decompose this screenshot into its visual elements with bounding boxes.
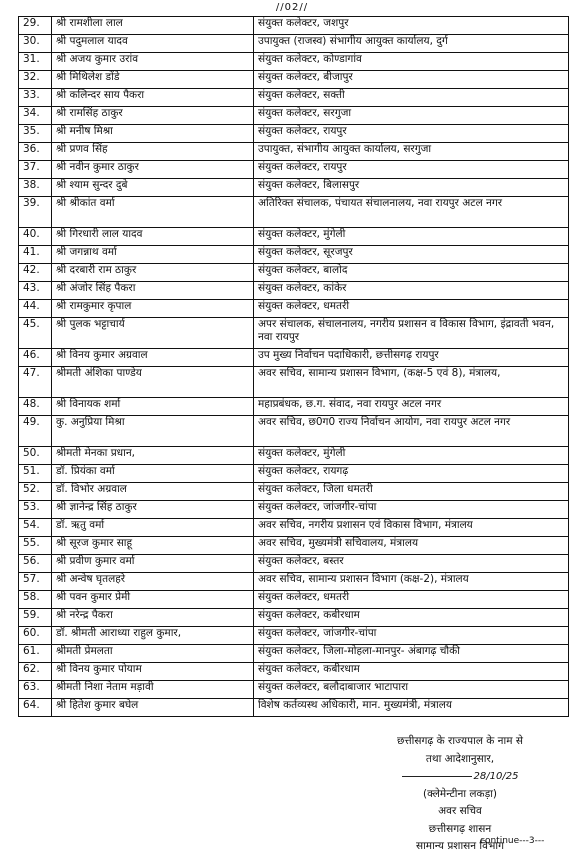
officer-name-cell: श्री नरेन्द्र पैकरा — [52, 609, 254, 627]
table-row — [19, 17, 569, 35]
posting-cell: अवर सचिव, छ0ग0 राज्य निर्वाचन आयोग, नवा रायपुर अटल नगर — [254, 416, 569, 447]
table-row — [19, 264, 569, 282]
serial-number-cell: 49. — [19, 416, 52, 447]
posting-cell: संयुक्त कलेक्टर, कबीरधाम — [254, 609, 569, 627]
serial-number-cell: 50. — [19, 447, 52, 465]
officer-name-cell: श्रीमती निशा नेताम मड़ावी — [52, 681, 254, 699]
posting-cell: संयुक्त कलेक्टर, सूरजपुर — [254, 246, 569, 264]
posting-cell: संयुक्त कलेक्टर, कबीरधाम — [254, 663, 569, 681]
transfer-list-body — [19, 17, 569, 717]
officer-name-cell: श्रीमती प्रेमलता — [52, 645, 254, 663]
serial-number-cell: 52. — [19, 483, 52, 501]
posting-cell: संयुक्त कलेक्टर, कोण्डागांव — [254, 53, 569, 71]
posting-cell: संयुक्त कलेक्टर, रायगढ़ — [254, 465, 569, 483]
officer-name-cell: कु. अनुप्रिया मिश्रा — [52, 416, 254, 447]
serial-number-cell: 41. — [19, 246, 52, 264]
serial-number-cell: 37. — [19, 161, 52, 179]
serial-number-cell: 35. — [19, 125, 52, 143]
posting-cell: अतिरिक्त संचालक, पंचायत संचालनालय, नवा रायपुर अटल नगर — [254, 197, 569, 228]
posting-cell: संयुक्त कलेक्टर, धमतरी — [254, 300, 569, 318]
officer-name-cell: श्री श्रीकांत वर्मा — [52, 197, 254, 228]
table-row — [19, 125, 569, 143]
posting-cell: संयुक्त कलेक्टर, रायपुर — [254, 125, 569, 143]
posting-cell: अवर सचिव, सामान्य प्रशासन विभाग, (कक्ष-5 एवं 8), मंत्रालय, — [254, 367, 569, 398]
table-row — [19, 349, 569, 367]
officer-name-cell: डॉ. श्रीमती आराध्या राहुल कुमार, — [52, 627, 254, 645]
table-row — [19, 645, 569, 663]
posting-cell: उपायुक्त, संभागीय आयुक्त कार्यालय, सरगुजा — [254, 143, 569, 161]
officer-name-cell: श्री ज्ञानेन्द्र सिंह ठाकुर — [52, 501, 254, 519]
signature-date-line — [340, 768, 580, 786]
table-row — [19, 143, 569, 161]
officer-name-cell: श्री विनायक शर्मा — [52, 398, 254, 416]
table-row — [19, 573, 569, 591]
posting-cell: संयुक्त कलेक्टर, मुंगेली — [254, 447, 569, 465]
serial-number-cell: 64. — [19, 699, 52, 717]
officer-name-cell: श्री मनीष मिश्रा — [52, 125, 254, 143]
posting-cell: संयुक्त कलेक्टर, बालोद — [254, 264, 569, 282]
posting-cell: संयुक्त कलेक्टर, बिलासपुर — [254, 179, 569, 197]
table-row — [19, 519, 569, 537]
table-row — [19, 447, 569, 465]
table-row — [19, 53, 569, 71]
officer-name-cell: श्री अजय कुमार उरांव — [52, 53, 254, 71]
table-row — [19, 71, 569, 89]
serial-number-cell: 56. — [19, 555, 52, 573]
table-row — [19, 483, 569, 501]
table-row — [19, 398, 569, 416]
table-row — [19, 367, 569, 398]
serial-number-cell: 59. — [19, 609, 52, 627]
table-row — [19, 179, 569, 197]
serial-number-cell: 33. — [19, 89, 52, 107]
table-row — [19, 35, 569, 53]
table-row — [19, 465, 569, 483]
table-row — [19, 699, 569, 717]
serial-number-cell: 60. — [19, 627, 52, 645]
signature-date: 28/10/25 — [473, 771, 519, 782]
table-row — [19, 416, 569, 447]
order-authority-line: तथा आदेशानुसार, — [425, 752, 495, 765]
serial-number-cell: 30. — [19, 35, 52, 53]
officer-name-cell: श्री रामसिंह ठाकुर — [52, 107, 254, 125]
serial-number-cell: 40. — [19, 228, 52, 246]
posting-cell: संयुक्त कलेक्टर, जशपुर — [254, 17, 569, 35]
posting-cell: संयुक्त कलेक्टर, सरगुजा — [254, 107, 569, 125]
signatory-name: (क्लेमेन्टीना लकड़ा) — [422, 787, 498, 800]
table-row — [19, 246, 569, 264]
officer-name-cell: श्री पवन कुमार प्रेमी — [52, 591, 254, 609]
officer-name-cell: डॉ. विभोर अग्रवाल — [52, 483, 254, 501]
officer-name-cell: श्री नवीन कुमार ठाकुर — [52, 161, 254, 179]
officer-name-cell: श्री सूरज कुमार साहू — [52, 537, 254, 555]
officer-name-cell: श्री दरबारी राम ठाकुर — [52, 264, 254, 282]
serial-number-cell: 46. — [19, 349, 52, 367]
officer-name-cell: श्री विनय कुमार अग्रवाल — [52, 349, 254, 367]
posting-cell: विशेष कर्तव्यस्थ अधिकारी, मान. मुख्यमंत्री, मंत्रालय — [254, 699, 569, 717]
serial-number-cell: 32. — [19, 71, 52, 89]
officer-name-cell: श्री अंजोर सिंह पैकरा — [52, 282, 254, 300]
serial-number-cell: 61. — [19, 645, 52, 663]
table-row — [19, 89, 569, 107]
serial-number-cell: 53. — [19, 501, 52, 519]
continue-note: continue---3--- — [480, 836, 545, 846]
signatory-government: छत्तीसगढ़ शासन — [428, 822, 492, 835]
officer-name-cell: श्री विनय कुमार पोयाम — [52, 663, 254, 681]
serial-number-cell: 43. — [19, 282, 52, 300]
posting-cell: अपर संचालक, संचालनालय, नगरीय प्रशासन व विकास विभाग, इंद्रावती भवन, नवा रायपुर — [254, 318, 569, 349]
page-number: //02// — [275, 2, 309, 13]
officer-name-cell: डॉ. ऋतु वर्मा — [52, 519, 254, 537]
officer-name-cell: श्री मिथिलेश डोंडे — [52, 71, 254, 89]
posting-cell: संयुक्त कलेक्टर, जिला धमतरी — [254, 483, 569, 501]
posting-cell: संयुक्त कलेक्टर, रायपुर — [254, 161, 569, 179]
posting-cell: संयुक्त कलेक्टर, बस्तर — [254, 555, 569, 573]
officer-name-cell: श्री पुलक भट्टाचार्य — [52, 318, 254, 349]
posting-cell: संयुक्त कलेक्टर, मुंगेली — [254, 228, 569, 246]
posting-cell: महाप्रबंधक, छ.ग. संवाद, नवा रायपुर अटल नगर — [254, 398, 569, 416]
serial-number-cell: 45. — [19, 318, 52, 349]
serial-number-cell: 54. — [19, 519, 52, 537]
officer-name-cell: श्री जगन्नाथ वर्मा — [52, 246, 254, 264]
officer-name-cell: श्री हितेश कुमार बघेल — [52, 699, 254, 717]
posting-cell: अवर सचिव, नगरीय प्रशासन एवं विकास विभाग, मंत्रालय — [254, 519, 569, 537]
officer-name-cell: श्री श्याम सुन्दर दुबे — [52, 179, 254, 197]
posting-cell: संयुक्त कलेक्टर, कांकेर — [254, 282, 569, 300]
serial-number-cell: 55. — [19, 537, 52, 555]
posting-cell: संयुक्त कलेक्टर, धमतरी — [254, 591, 569, 609]
handwritten-signature — [402, 776, 472, 777]
posting-cell: संयुक्त कलेक्टर, जांजगीर-चांपा — [254, 627, 569, 645]
table-row — [19, 107, 569, 125]
table-row — [19, 555, 569, 573]
serial-number-cell: 58. — [19, 591, 52, 609]
officer-name-cell: श्री पदुमलाल यादव — [52, 35, 254, 53]
officer-name-cell: श्री कलिन्दर साय पैकरा — [52, 89, 254, 107]
officer-name-cell: श्री अन्वेष घृतलहरे — [52, 573, 254, 591]
governor-authority-line: छत्तीसगढ़ के राज्यपाल के नाम से — [397, 735, 523, 747]
serial-number-cell: 38. — [19, 179, 52, 197]
posting-cell: उप मुख्य निर्वाचन पदाधिकारी, छत्तीसगढ़ रायपुर — [254, 349, 569, 367]
table-row — [19, 663, 569, 681]
table-row — [19, 627, 569, 645]
officer-name-cell: श्रीमती मेनका प्रधान, — [52, 447, 254, 465]
serial-number-cell: 42. — [19, 264, 52, 282]
table-row — [19, 161, 569, 179]
officer-name-cell: श्री रामकुमार कृपाल — [52, 300, 254, 318]
serial-number-cell: 57. — [19, 573, 52, 591]
serial-number-cell: 47. — [19, 367, 52, 398]
table-row — [19, 537, 569, 555]
serial-number-cell: 31. — [19, 53, 52, 71]
posting-cell: संयुक्त कलेक्टर, बीजापुर — [254, 71, 569, 89]
signatory-designation: अवर सचिव — [438, 805, 482, 817]
table-row — [19, 591, 569, 609]
serial-number-cell: 34. — [19, 107, 52, 125]
table-row — [19, 681, 569, 699]
posting-cell: संयुक्त कलेक्टर, जांजगीर-चांपा — [254, 501, 569, 519]
serial-number-cell: 63. — [19, 681, 52, 699]
table-row — [19, 282, 569, 300]
posting-cell: उपायुक्त (राजस्व) संभागीय आयुक्त कार्यालय, दुर्ग — [254, 35, 569, 53]
table-row — [19, 228, 569, 246]
officer-name-cell: श्री रामशीला लाल — [52, 17, 254, 35]
table-row — [19, 501, 569, 519]
officer-name-cell: श्री प्रवीण कुमार वर्मा — [52, 555, 254, 573]
serial-number-cell: 48. — [19, 398, 52, 416]
table-row — [19, 609, 569, 627]
posting-cell: अवर सचिव, मुख्यमंत्री सचिवालय, मंत्रालय — [254, 537, 569, 555]
table-row — [19, 197, 569, 228]
signatory-department: सामान्य प्रशासन विभाग — [415, 840, 504, 852]
posting-cell: संयुक्त कलेक्टर, सक्ती — [254, 89, 569, 107]
posting-cell: संयुक्त कलेक्टर, बलौदाबाजार भाटापारा — [254, 681, 569, 699]
serial-number-cell: 51. — [19, 465, 52, 483]
transfer-list-table — [18, 16, 569, 717]
serial-number-cell: 39. — [19, 197, 52, 228]
officer-name-cell: श्रीमती अंशिका पाण्डेय — [52, 367, 254, 398]
serial-number-cell: 29. — [19, 17, 52, 35]
officer-name-cell: श्री गिरधारी लाल यादव — [52, 228, 254, 246]
table-row — [19, 318, 569, 349]
officer-name-cell: डॉ. प्रियंका वर्मा — [52, 465, 254, 483]
posting-cell: संयुक्त कलेक्टर, जिला-मोहला-मानपुर- अंबागढ़ चौकी — [254, 645, 569, 663]
serial-number-cell: 36. — [19, 143, 52, 161]
officer-name-cell: श्री प्रणव सिंह — [52, 143, 254, 161]
serial-number-cell: 62. — [19, 663, 52, 681]
serial-number-cell: 44. — [19, 300, 52, 318]
posting-cell: अवर सचिव, सामान्य प्रशासन विभाग (कक्ष-2), मंत्रालय — [254, 573, 569, 591]
table-row — [19, 300, 569, 318]
